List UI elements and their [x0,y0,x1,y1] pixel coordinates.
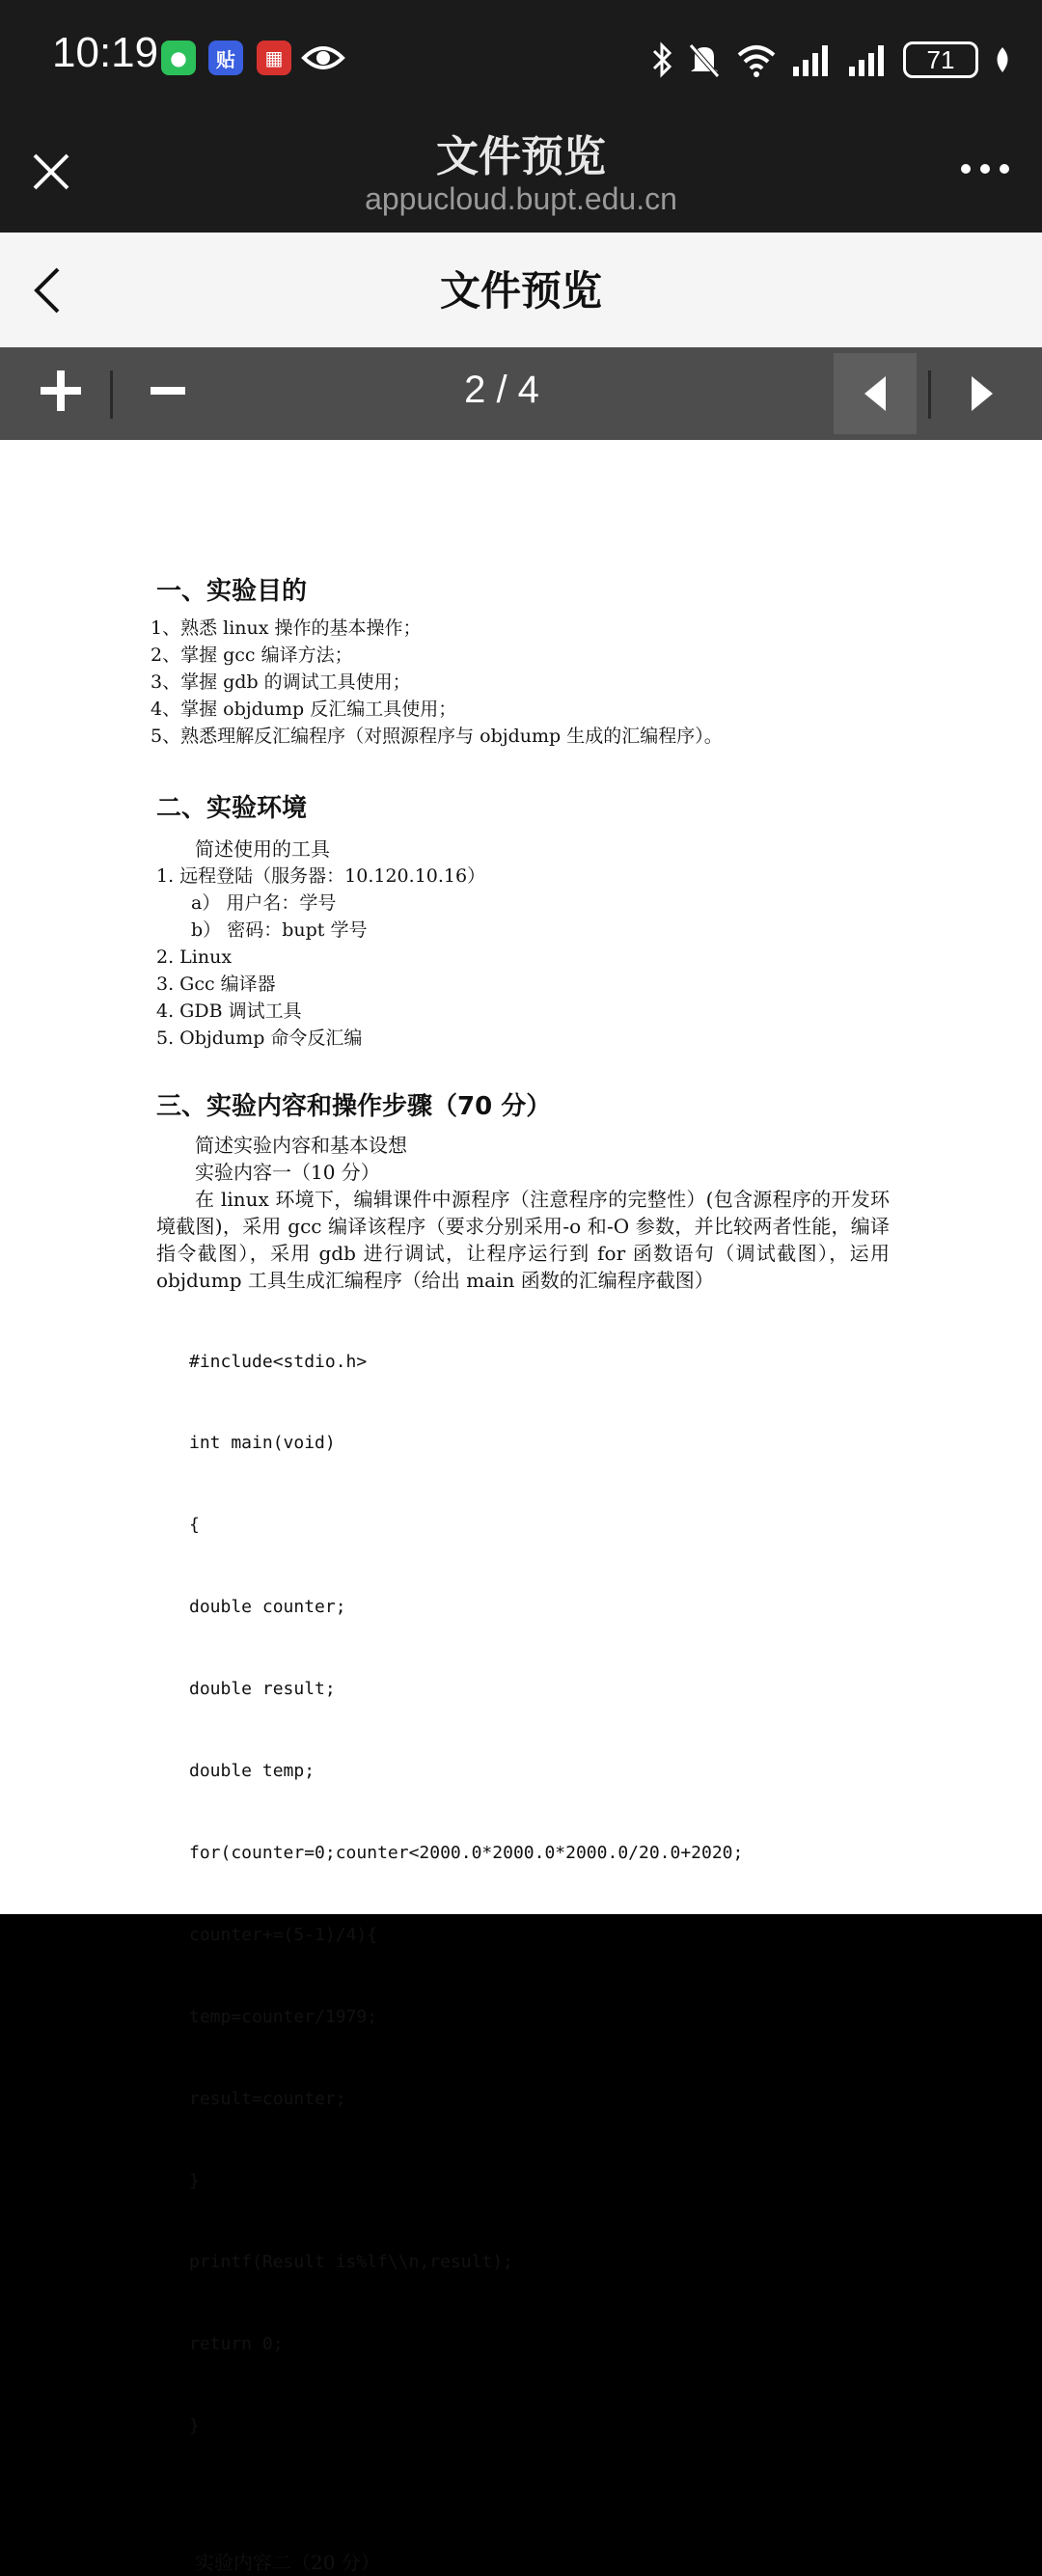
list-item: 2. Linux [156,946,233,968]
section-heading: 一、实验目的 [156,577,308,606]
browser-title: 文件预览 [436,132,606,181]
page-indicator: 2 / 4 [464,369,539,411]
section-heading: 二、实验环境 [156,794,308,823]
code-line: double counter; [189,1597,346,1618]
list-item: 4. GDB 调试工具 [156,1000,302,1022]
list-item: 1、熟悉 linux 操作的基本操作； [151,617,422,639]
document-page [0,440,1042,2575]
code-line: } [189,2416,200,2437]
list-item: 1. 远程登陆（服务器：10.120.10.16） [156,865,486,887]
status-bar [0,0,1042,116]
browser-url: appucloud.bupt.edu.cn [365,181,677,216]
code-block [156,1294,890,2495]
list-item: 5、熟悉理解反汇编程序（对照源程序与 objdump 生成的汇编程序）。 [151,726,723,747]
page-title: 文件预览 [439,267,602,315]
status-time: 10:19 [52,29,159,76]
subsection-title: 实验内容二（20 分） [195,2551,380,2575]
more-menu-icon[interactable] [961,164,1009,174]
next-arrow-icon [968,374,997,413]
section-heading: 三、实验内容和操作步骤（70 分） [156,1092,552,1121]
section-intro: 简述使用的工具 [195,837,330,861]
code-line: } [189,2170,200,2191]
wechat-icon: ● [161,41,196,75]
environment-list [156,863,890,1052]
list-item: 2、掌握 gcc 编译方法； [151,644,353,666]
list-item: 5. Objdump 命令反汇编 [156,1028,363,1049]
toolbar-divider [928,370,931,419]
list-item: 3、掌握 gdb 的调试工具使用； [151,671,411,693]
prev-page-button[interactable] [834,353,917,434]
code-line: double result; [189,1679,336,1700]
document-content [151,571,890,2576]
code-line: int main(void) [189,1433,336,1454]
bluetooth-icon [650,41,673,78]
eye-icon [301,41,345,75]
prev-arrow-icon [861,374,890,413]
list-item: 4、掌握 objdump 反汇编工具使用； [151,699,457,720]
battery-icon [903,41,978,78]
code-line: temp=counter/1979; [189,2006,378,2027]
code-line: printf(Result is%lf\\n,result); [189,2252,513,2273]
code-line: result=counter; [189,2088,346,2109]
code-line: return 0; [189,2334,284,2355]
browser-header [0,116,1042,233]
task-paragraph: 在 linux 环境下，编辑课件中源程序（注意程序的完整性）(包含源程序的开发环境截图)，采用 gcc 编译该程序（要求分别采用-o 和-O 参数，并比较两者性能，编译指令截图），采用 gdb 进行调试，让程序运行到 for 函数语句（调试截图），运用 objdump 工具生成汇编程序（给出 main 函数的汇编程序截图） [156,1188,890,1292]
tieba-icon: 贴 [208,41,243,75]
wifi-icon [735,41,778,78]
section-intro: 简述实验内容和基本设想 [195,1134,407,1157]
code-line: #include<stdio.h> [189,1351,368,1372]
battery-level: 71 [926,44,955,74]
code-line: double temp; [189,1761,315,1782]
subsection-title: 实验内容一（10 分） [195,1161,380,1184]
pdf-toolbar [0,347,1042,440]
list-item: 3. Gcc 编译器 [156,973,276,995]
code-line: { [189,1515,200,1536]
next-page-button[interactable] [953,353,1011,434]
code-line: for(counter=0;counter<2000.0*2000.0*2000.0/20.0+2020; [189,1842,744,1863]
code-line: counter+=(5-1)/4){ [189,1924,378,1945]
list-item: a） 用户名：学号 [191,892,337,914]
signal-icon [847,43,890,76]
mute-icon [687,41,722,78]
game-icon: ▦ [257,41,291,75]
leaf-icon [992,45,1013,74]
objective-list [151,615,890,750]
signal-icon [791,43,834,76]
list-item: b） 密码：bupt 学号 [191,919,368,941]
app-bar [0,233,1042,347]
